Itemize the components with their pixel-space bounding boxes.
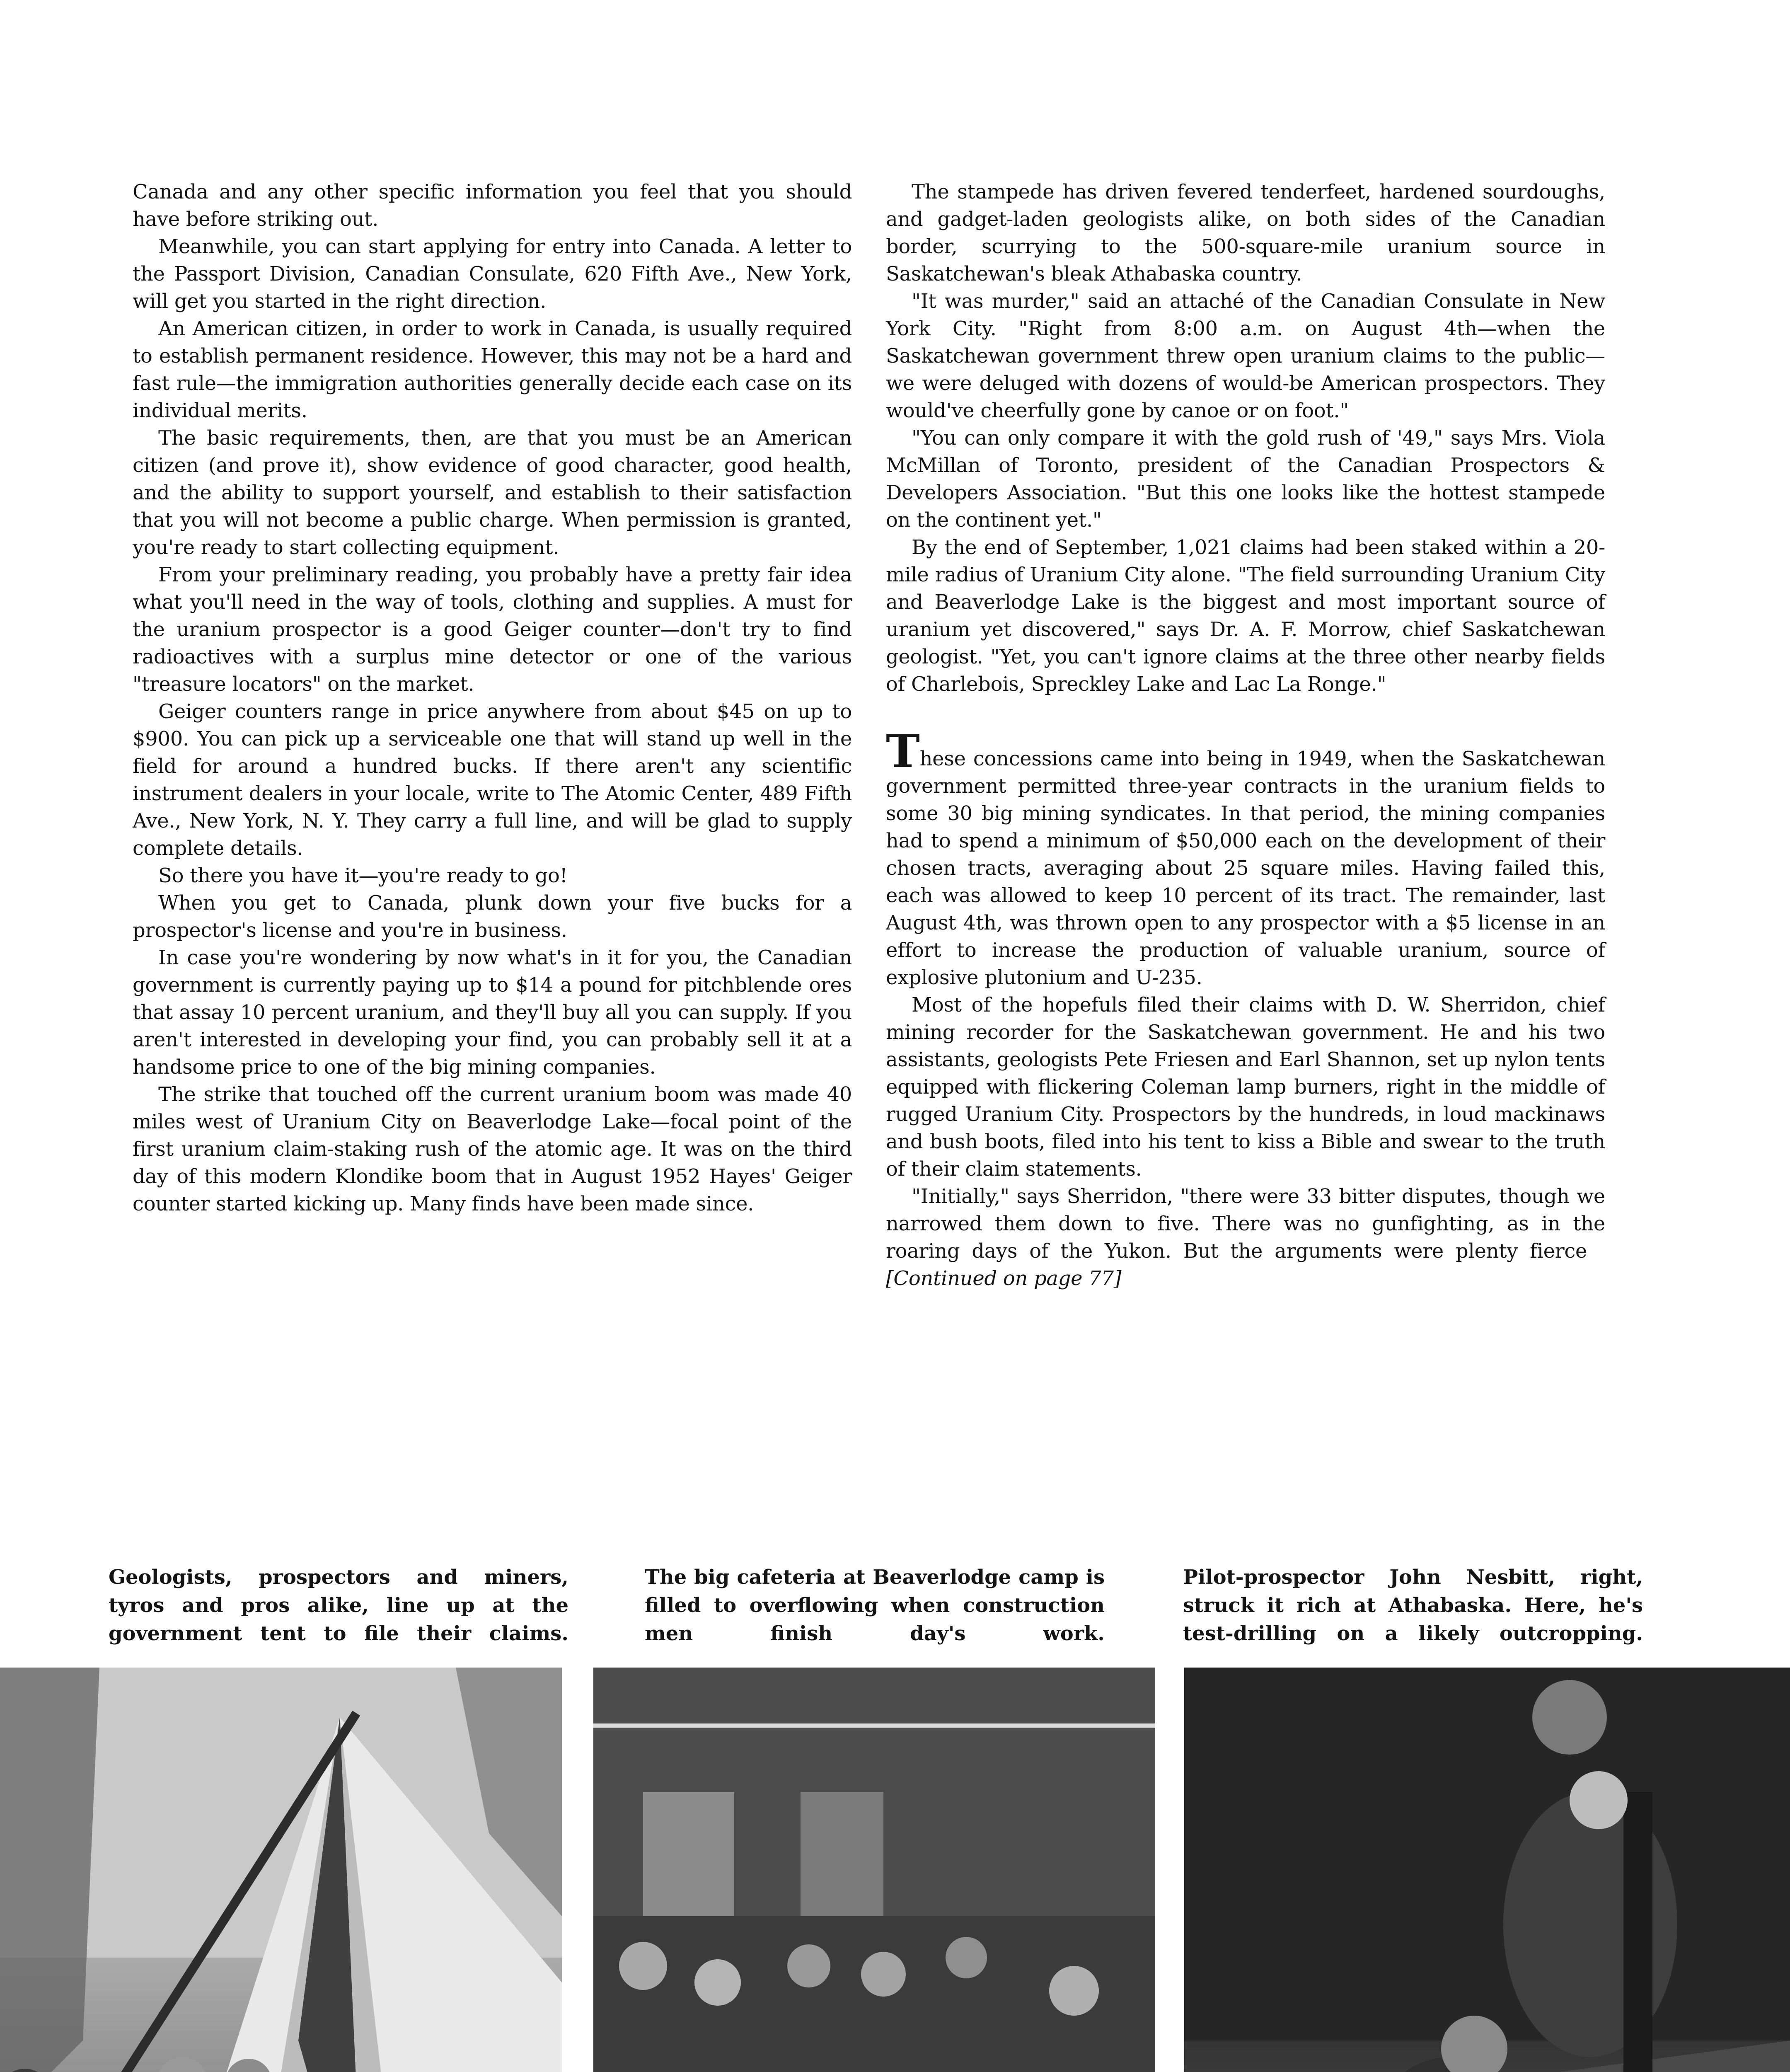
drilling-photo-illustration: [1184, 1668, 1790, 2072]
article-column-right: [886, 178, 1605, 1292]
paragraph: Canada and any other specific information you feel that you should have before striking out.: [133, 180, 852, 231]
continued-note: [Continued on page 77]: [886, 1267, 1122, 1290]
paragraph: So there you have it—you're ready to go!: [158, 864, 568, 887]
drop-cap: T: [886, 724, 920, 778]
paragraph: An American citizen, in order to work in Canada, is usually required to establish permanent residence. However, this may not be a hard and fast rule—the immigration authorities generally decide each case on its individual merits.: [133, 317, 852, 422]
photo-government-tent: [0, 1668, 562, 2072]
photo-cafeteria: [593, 1668, 1155, 2072]
paragraph: The basic requirements, then, are that you must be an American citizen (and prove it), show evidence of good character, good health, and the ability to support yourself, and establish to their satisfaction that you will not become a public charge. When permission is granted, you're ready to start collecting equipment.: [133, 426, 852, 559]
section-first-paragraph: [886, 724, 1605, 991]
paragraph: "It was murder," said an attaché of the Canadian Consulate in New York City. "Right from 8:00 a.m. on August 4th—when the Saskatchewan government threw open uranium claims to the public—we were deluged with dozens of would-be American prospectors. They would've cheerfully gone by canoe or on foot.": [886, 290, 1605, 422]
paragraph: "You can only compare it with the gold rush of '49," says Mrs. Viola McMillan of Toronto, president of the Canadian Prospectors & Developers Association. "But this one looks like the hottest stampede on the continent yet.": [886, 426, 1605, 532]
paragraph: Meanwhile, you can start applying for entry into Canada. A letter to the Passport Division, Canadian Consulate, 620 Fifth Ave., New York, will get you started in the right direction.: [133, 235, 852, 313]
photo-test-drilling: [1184, 1668, 1790, 2072]
cafeteria-photo-illustration: [593, 1668, 1155, 2072]
paragraph: In case you're wondering by now what's in it for you, the Canadian government is currently paying up to $14 a pound for pitchblende ores that assay 10 percent uranium, and they'll buy all you can supply. If you aren't interested in developing your find, you can probably sell it at a handsome price to one of the big mining companies.: [133, 946, 852, 1079]
last-paragraph-text: "Initially," says Sherridon, "there were 33 bitter disputes, though we narrowed them down to five. There was no gunfighting, as in the roaring days of the Yukon. But the arguments were plenty fierce: [886, 1185, 1605, 1263]
paragraph: Most of the hopefuls filed their claims with D. W. Sherridon, chief mining recorder for the Saskatchewan government. He and his two assistants, geologists Pete Friesen and Earl Shannon, set up nylon tents equipped with flickering Coleman lamp burners, right in the middle of rugged Uranium City. Prospectors by the hundreds, in loud mackinaws and bush boots, filed into his tent to kiss a Bible and swear to the truth of their claim statements.: [886, 993, 1605, 1181]
photo-caption-cafeteria: The big cafeteria at Beaverlodge camp is filled to overflowing when construction men finish day's work.: [645, 1566, 1105, 1645]
paragraph: The stampede has driven fevered tenderfeet, hardened sourdoughs, and gadget-laden geologists alike, on both sides of the Canadian border, scurrying to the 500-square-mile uranium source in Saskatchewan's bleak Athabaska country.: [886, 180, 1605, 286]
photo-caption-tent: Geologists, prospectors and miners, tyros and pros alike, line up at the government tent to file their claims.: [109, 1566, 568, 1645]
paragraph: When you get to Canada, plunk down your five bucks for a prospector's license and you're in business.: [133, 891, 852, 942]
paragraph: Geiger counters range in price anywhere from about $45 on up to $900. You can pick up a serviceable one that will stand up well in the field for around a hundred bucks. If there aren't any scientific instrument dealers in your locale, write to The Atomic Center, 489 Fifth Ave., New York, N. Y. They carry a full line, and will be glad to supply complete details.: [133, 700, 852, 860]
paragraph: From your preliminary reading, you probably have a pretty fair idea what you'll need in the way of tools, clothing and supplies. A must for the uranium prospector is a good Geiger counter—don't try to find radioactives with a surplus mine detector or one of the various "treasure locators" on the market.: [133, 563, 852, 696]
paragraph: The strike that touched off the current uranium boom was made 40 miles west of Uranium City on Beaverlodge Lake—focal point of the first uranium claim-staking rush of the atomic age. It was on the third day of this modern Klondike boom that in August 1952 Hayes' Geiger counter started kicking up. Many finds have been made since.: [133, 1083, 852, 1215]
section-first-paragraph-text: hese concessions came into being in 1949, when the Saskatchewan government permitted three-year contracts in the uranium fields to some 30 big mining syndicates. In that period, the mining companies had to spend a minimum of $50,000 each on the development of their chosen tracts, averaging about 25 square miles. Having failed this, each was allowed to keep 10 percent of its tract. The remainder, last August 4th, was thrown open to any prospector with a $5 license in an effort to increase the production of valuable uranium, source of explosive plutonium and U-235.: [886, 747, 1605, 989]
paragraph: By the end of September, 1,021 claims had been staked within a 20-mile radius of Uranium City alone. "The field surrounding Uranium City and Beaverlodge Lake is the biggest and most important source of uranium yet discovered," says Dr. A. F. Morrow, chief Saskatchewan geologist. "Yet, you can't ignore claims at the three other nearby fields of Charlebois, Spreckley Lake and Lac La Ronge.": [886, 536, 1605, 696]
tent-photo-illustration: [0, 1668, 562, 2072]
last-paragraph: [886, 1183, 1605, 1292]
article-column-left: [133, 178, 852, 1218]
photo-caption-drilling: Pilot-prospector John Nesbitt, right, struck it rich at Athabaska. Here, he's test-drilling on a likely outcropping.: [1183, 1566, 1643, 1645]
